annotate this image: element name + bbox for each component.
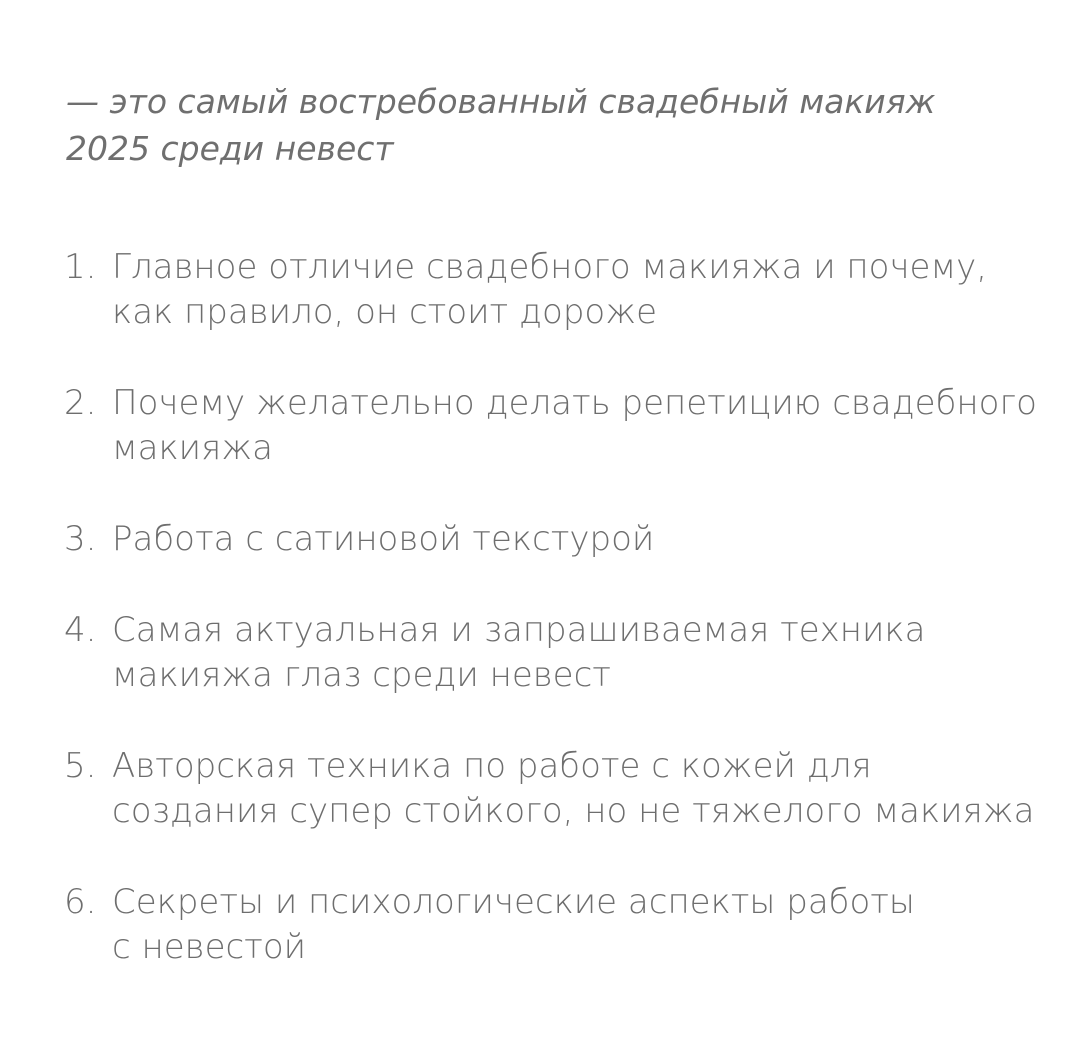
item-number: 2. bbox=[64, 383, 97, 423]
item-number: 5. bbox=[64, 746, 97, 786]
item-number: 1. bbox=[64, 247, 97, 287]
subtitle: — это самый востребованный свадебный макияж 2025 среди невест bbox=[66, 82, 936, 168]
item-text: Авторская техника по работе с кожей для создания супер стойкого, но не тяжелого макияжа bbox=[112, 746, 1035, 831]
item-number: 3. bbox=[64, 519, 97, 559]
item-text: Секреты и психологические аспекты работы с невестой bbox=[112, 882, 915, 967]
item-text: Работа с сатиновой текстурой bbox=[112, 519, 655, 559]
item-text: Главное отличие свадебного макияжа и почему, как правило, он стоит дороже bbox=[112, 247, 988, 332]
list-item bbox=[64, 245, 1044, 335]
list-item bbox=[64, 517, 1044, 562]
list-item bbox=[64, 744, 1044, 834]
item-text: Почему желательно делать репетицию свадебного макияжа bbox=[112, 383, 1037, 468]
item-number: 4. bbox=[64, 610, 97, 650]
item-number: 6. bbox=[64, 882, 97, 922]
topics-list bbox=[64, 245, 1044, 1016]
item-text: Самая актуальная и запрашиваемая техника макияжа глаз среди невест bbox=[112, 610, 926, 695]
list-item bbox=[64, 880, 1044, 970]
list-item bbox=[64, 381, 1044, 471]
list-item bbox=[64, 608, 1044, 698]
